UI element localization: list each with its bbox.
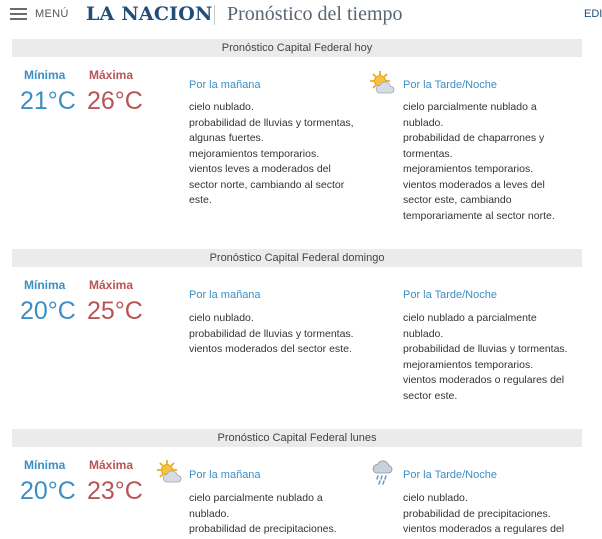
forecast-line: mejoramientos temporarios. xyxy=(189,147,320,160)
edition-link[interactable]: EDI xyxy=(584,8,602,20)
forecast-line: este. xyxy=(189,194,212,206)
morning-forecast-text xyxy=(189,100,371,209)
max-temperature: 26°C xyxy=(87,87,143,115)
forecast-line: vientos moderados a leves del xyxy=(403,178,545,191)
forecast-line: algunas fuertes. xyxy=(189,132,264,144)
forecast-line: vientos moderados o regulares del xyxy=(403,374,565,386)
forecast-line: nublado. xyxy=(403,327,444,340)
min-label: Mínima xyxy=(24,458,66,472)
max-temperature: 25°C xyxy=(87,297,143,325)
evening-forecast-text xyxy=(403,100,585,224)
forecast-line: temporariamente al sector norte. xyxy=(403,209,555,222)
min-label: Mínima xyxy=(24,278,66,292)
min-temperature: 20°C xyxy=(20,297,76,325)
evening-label: Por la Tarde/Noche xyxy=(403,289,497,301)
forecast-line: cielo parcialmente nublado a xyxy=(403,101,537,113)
sun-cloud-icon xyxy=(368,69,396,97)
forecast-line: vientos moderados a regulares del xyxy=(403,523,565,535)
forecast-line: tormentas. xyxy=(403,147,453,160)
morning-forecast-text xyxy=(189,311,371,358)
forecast-line: cielo nublado. xyxy=(189,101,254,113)
morning-label: Por la mañana xyxy=(189,469,261,481)
evening-forecast-text xyxy=(403,311,585,404)
forecast-line: mejoramientos temporarios. xyxy=(403,163,534,175)
forecast-line: sector este. xyxy=(403,389,458,402)
max-label: Máxima xyxy=(89,278,134,292)
max-temperature: 23°C xyxy=(87,477,143,505)
morning-label: Por la mañana xyxy=(189,79,261,91)
forecast-line: mejoramientos temporarios. xyxy=(403,358,534,371)
min-temperature: 20°C xyxy=(20,477,76,505)
morning-label: Por la mañana xyxy=(189,289,261,301)
forecast-line: cielo nublado. xyxy=(189,312,254,324)
cloud-rain-icon xyxy=(368,458,396,486)
forecast-line: probabilidad de lluvias y tormentas, xyxy=(189,116,354,129)
forecast-line: vientos moderados del sector este. xyxy=(189,343,352,355)
page-title: Pronóstico del tiempo xyxy=(227,3,403,25)
forecast-line: cielo nublado. xyxy=(403,492,468,504)
forecast-line: nublado. xyxy=(403,116,444,129)
forecast-title-bar: Pronóstico Capital Federal hoy xyxy=(12,39,582,57)
max-label: Máxima xyxy=(89,68,134,82)
forecast-line: nublado. xyxy=(189,507,230,520)
forecast-line: probabilidad de chaparrones y xyxy=(403,132,545,144)
evening-label: Por la Tarde/Noche xyxy=(403,79,497,91)
max-label: Máxima xyxy=(89,458,134,472)
forecast-line: sector este, cambiando xyxy=(403,194,512,206)
forecast-line: sector norte, cambiando al sector xyxy=(189,178,345,191)
header-divider xyxy=(214,5,215,25)
forecast-line: cielo parcialmente nublado a xyxy=(189,492,323,504)
menu-button[interactable]: MENÚ xyxy=(35,8,69,20)
forecast-title-bar: Pronóstico Capital Federal domingo xyxy=(12,249,582,267)
forecast-title-bar: Pronóstico Capital Federal lunes xyxy=(12,429,582,447)
evening-forecast-text xyxy=(403,491,585,538)
morning-forecast-text xyxy=(189,491,371,538)
site-header xyxy=(0,0,600,31)
forecast-line: probabilidad de precipitaciones. xyxy=(403,507,551,520)
forecast-line: probabilidad de precipitaciones. xyxy=(189,523,337,535)
forecast-line: probabilidad de lluvias y tormentas. xyxy=(403,343,568,355)
min-label: Mínima xyxy=(24,68,66,82)
hamburger-menu-icon[interactable] xyxy=(10,8,27,21)
forecast-line: vientos leves a moderados del xyxy=(189,163,331,175)
site-logo[interactable]: LA NACION xyxy=(86,3,213,25)
sun-cloud-icon xyxy=(155,458,183,486)
forecast-line: probabilidad de lluvias y tormentas. xyxy=(189,327,354,340)
min-temperature: 21°C xyxy=(20,87,76,115)
evening-label: Por la Tarde/Noche xyxy=(403,469,497,481)
forecast-line: cielo nublado a parcialmente xyxy=(403,312,537,324)
